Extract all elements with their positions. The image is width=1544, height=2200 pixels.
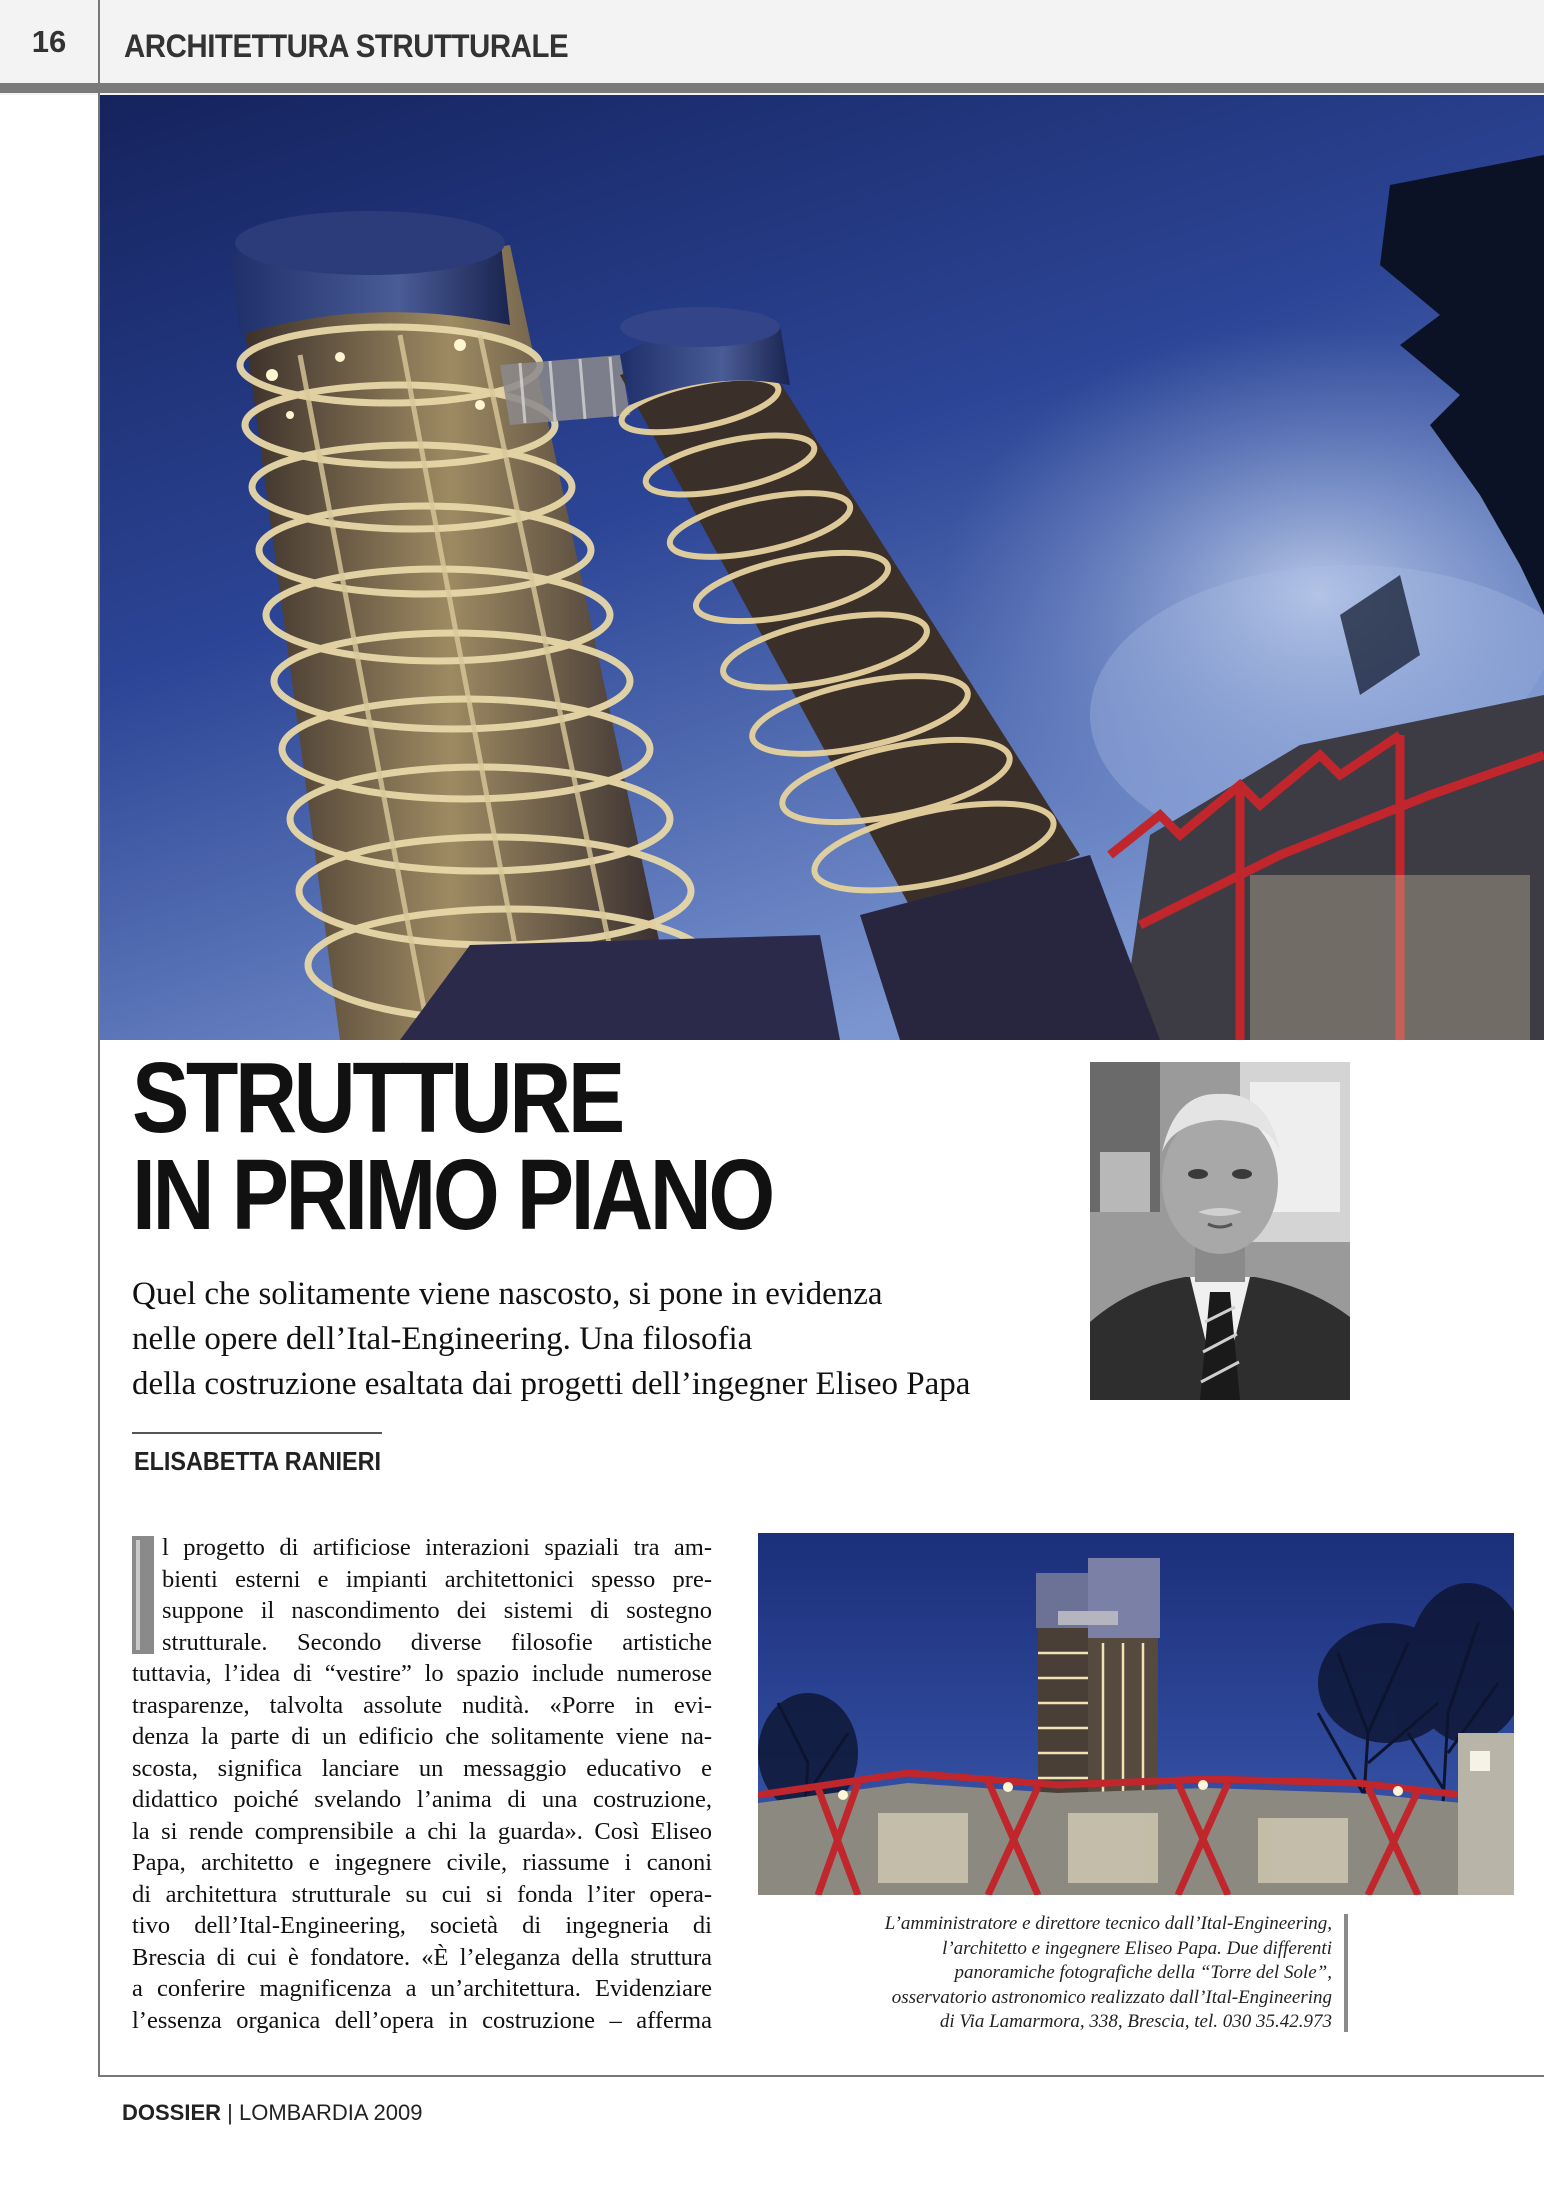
title-line-1: STRUTTURE	[132, 1042, 622, 1154]
body-line: scosta, significa lanciare un messaggio educativo e	[132, 1754, 712, 1782]
page-header	[0, 0, 1544, 95]
body-line: tivo dell’Ital-Engineering, società di ingegneria di	[132, 1912, 712, 1939]
body-line: trasparenze, talvolta assolute nudità. «Porre in evi-	[132, 1691, 712, 1719]
subtitle-line-1: Quel che solitamente viene nascosto, si pone in evidenza	[132, 1276, 883, 1312]
footer-separator: |	[227, 2100, 233, 2125]
page-number: 16	[31, 24, 67, 59]
article-title	[132, 1042, 772, 1251]
body-line: strutturale. Secondo diverse filosofie artistiche	[162, 1628, 712, 1656]
page-frame-bottom	[98, 2075, 1544, 2077]
body-line: tuttavia, l’idea di “vestire” lo spazio include numerose	[132, 1660, 712, 1687]
body-line: di architettura strutturale su cui si fonda l’iter opera-	[132, 1880, 712, 1908]
caption-line: di Via Lamarmora, 338, Brescia, tel. 030 35.42.973	[939, 2011, 1332, 2032]
body-line: a conferire magnificenza a un’architettura. Evidenziare	[132, 1975, 712, 2002]
body-line: Brescia di cui è fondatore. «È l’eleganza della struttura	[132, 1943, 712, 1971]
subtitle-line-3: della costruzione esaltata dai progetti dell’ingegner Eliseo Papa	[132, 1366, 971, 1402]
page-footer	[122, 2100, 422, 2126]
portrait-photo-eliseo-papa	[1090, 1062, 1350, 1400]
body-line: Papa, architetto e ingegnere civile, riassume i canoni	[132, 1849, 712, 1876]
author-byline: ELISABETTA RANIERI	[134, 1446, 382, 1476]
caption-line: L’amministratore e direttore tecnico dall’Ital-Engineering,	[884, 1913, 1332, 1934]
byline-rule	[132, 1432, 382, 1434]
photo-torre-del-sole-wide	[758, 1533, 1514, 1895]
body-line: la si rende comprensibile a chi la guarda». Così Eliseo	[132, 1817, 712, 1845]
body-line: didattico poiché svelando l’anima di una costruzione,	[132, 1786, 712, 1813]
caption-rule	[1344, 1914, 1348, 2032]
body-line: suppone il nascondimento dei sistemi di sostegno	[162, 1597, 712, 1624]
header-divider	[98, 0, 100, 95]
caption-line: osservatorio astronomico realizzato dall’Ital-Engineering	[891, 1986, 1332, 2008]
section-title: ARCHITETTURA STRUTTURALE	[124, 28, 569, 64]
edition-name: LOMBARDIA 2009	[239, 2100, 423, 2125]
body-line: l progetto di artificiose interazioni spaziali tra am-	[162, 1534, 712, 1561]
hero-photo-towers	[100, 95, 1544, 1040]
body-line: denza la parte di un edificio che solitamente viene na-	[132, 1723, 712, 1750]
article-body	[132, 1532, 712, 2036]
magazine-name: DOSSIER	[122, 2100, 222, 2125]
title-line-2: IN PRIMO PIANO	[132, 1139, 772, 1251]
caption-line: l’architetto e ingegnere Eliseo Papa. Due differenti	[942, 1937, 1332, 1959]
body-line: bienti esterni e impianti architettonici spesso pre-	[162, 1565, 712, 1593]
subtitle-line-2: nelle opere dell’Ital-Engineering. Una filosofia	[132, 1321, 753, 1357]
caption-line: panoramiche fotografiche della “Torre del Sole”,	[954, 1962, 1332, 1983]
header-rule	[0, 83, 1544, 93]
photo-caption	[760, 1912, 1332, 2035]
body-line: l’essenza organica dell’opera in costruzione – afferma	[132, 2006, 712, 2034]
article-subtitle	[132, 1272, 1092, 1407]
